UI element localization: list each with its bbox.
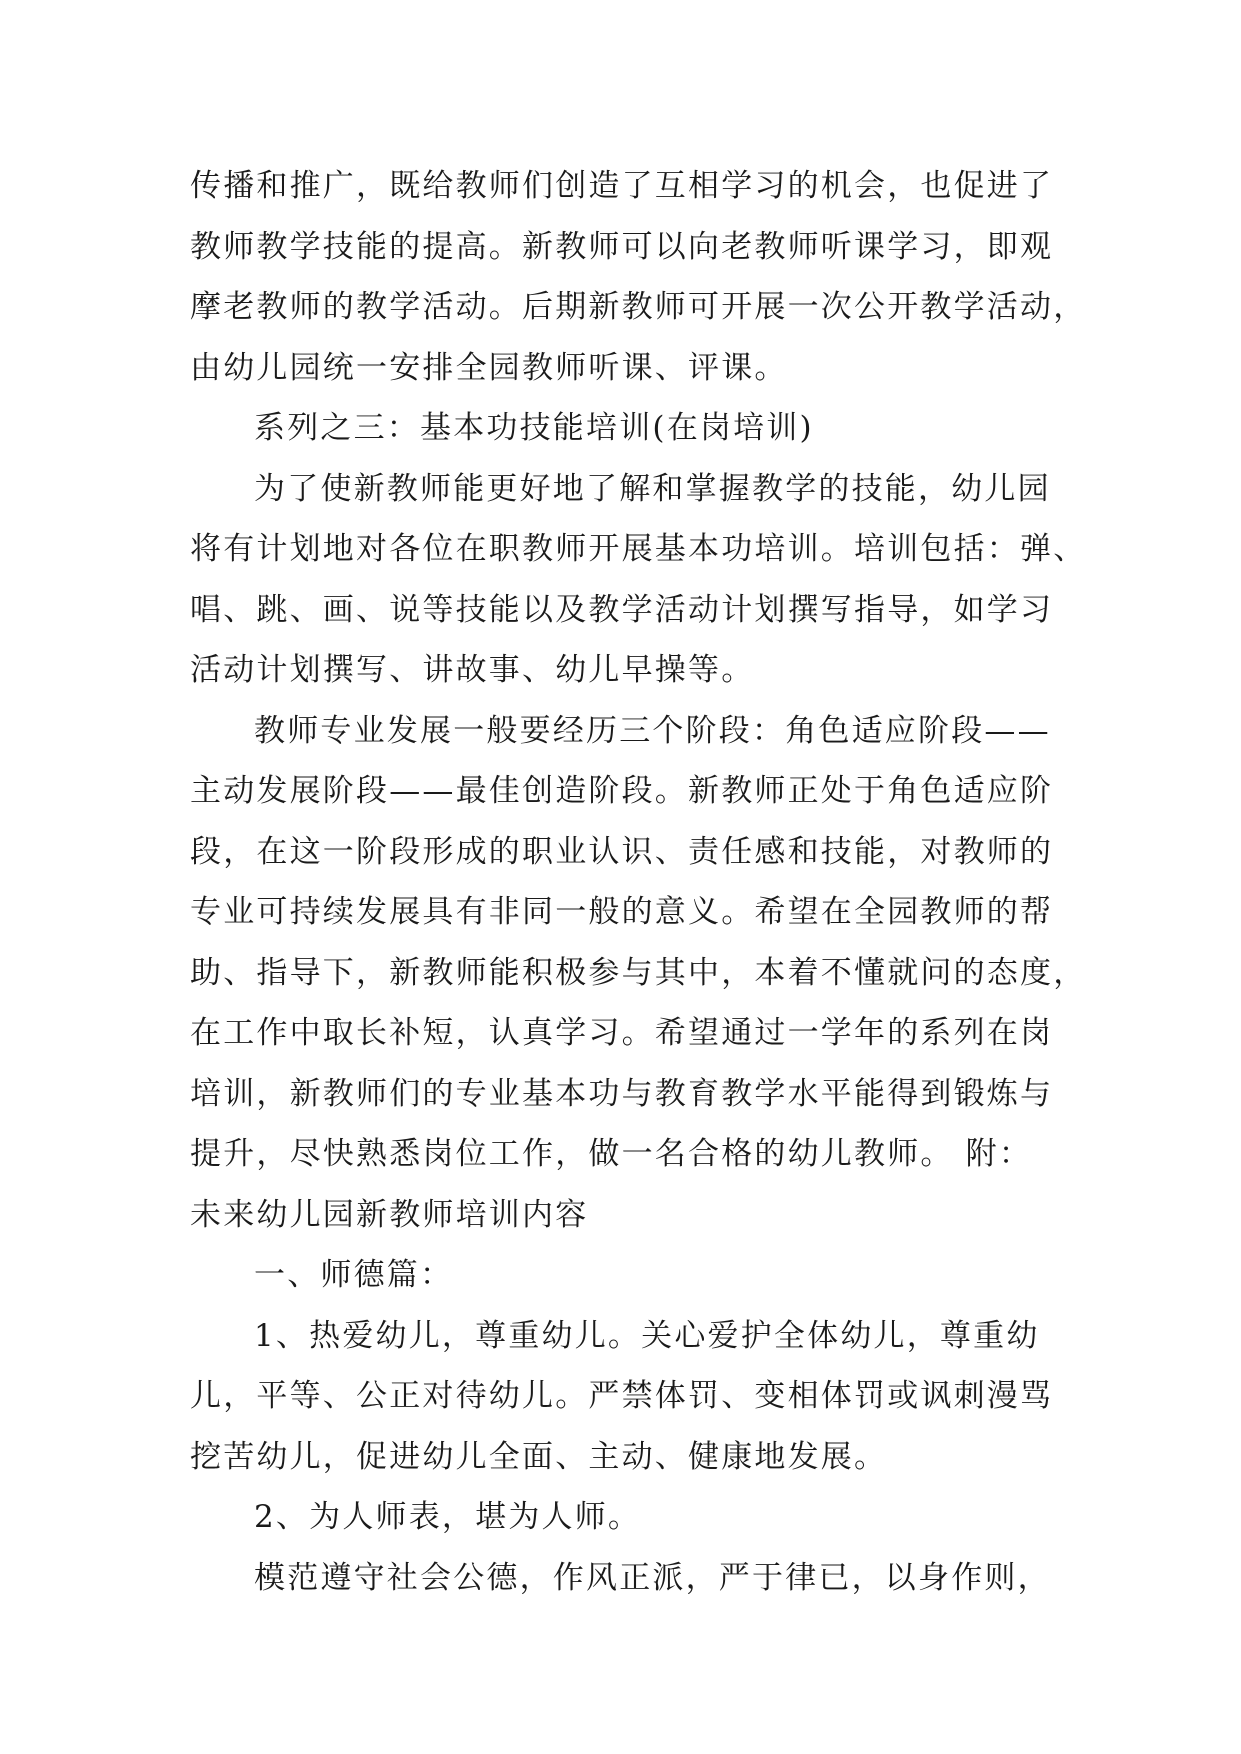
text-line: 教师教学技能的提高。新教师可以向老教师听课学习，即观	[190, 228, 1054, 265]
list-item: 2、为人师表，堪为人师。	[254, 1499, 642, 1535]
text-line: 摩老教师的教学活动。后期新教师可开展一次公开教学活动，	[190, 289, 1087, 325]
text-line: 由幼儿园统一安排全园教师听课、评课。	[190, 349, 788, 386]
text-line: 活动计划撰写、讲故事、幼儿早操等。	[190, 652, 755, 688]
text-line: 模范遵守社会公德，作风正派，严于律已，以身作则，	[254, 1559, 1051, 1596]
text-line: 提升，尽快熟悉岗位工作，做一名合格的幼儿教师。 附：	[190, 1136, 1033, 1172]
text-line: 主动发展阶段——最佳创造阶段。新教师正处于角色适应阶	[190, 773, 1054, 809]
text-line: 挖苦幼儿，促进幼儿全面、主动、健康地发展。	[190, 1438, 888, 1475]
text-line: 教师专业发展一般要经历三个阶段：角色适应阶段——	[254, 712, 1051, 749]
text-line: 段，在这一阶段形成的职业认识、责任感和技能，对教师的	[190, 833, 1054, 870]
document-body	[190, 156, 1090, 1608]
text-line: 专业可持续发展具有非同一般的意义。希望在全园教师的帮	[190, 894, 1054, 930]
text-line: 助、指导下，新教师能积极参与其中，本着不懂就问的态度，	[190, 954, 1087, 991]
list-item: 1、热爱幼儿，尊重幼儿。关心爱护全体幼儿，尊重幼	[254, 1317, 1040, 1354]
text-line: 为了使新教师能更好地了解和掌握教学的技能，幼儿园	[254, 470, 1051, 507]
text-line: 在工作中取长补短，认真学习。希望通过一学年的系列在岗	[190, 1015, 1054, 1051]
appendix-title: 未来幼儿园新教师培训内容	[190, 1196, 589, 1233]
section-heading: 系列之三：基本功技能培训(在岗培训)	[254, 410, 814, 446]
text-line: 培训，新教师们的专业基本功与教育教学水平能得到锻炼与	[190, 1075, 1054, 1112]
section-heading: 一、师德篇：	[254, 1257, 454, 1293]
text-line: 儿，平等、公正对待幼儿。严禁体罚、变相体罚或讽刺漫骂	[190, 1378, 1054, 1414]
text-line: 唱、跳、画、说等技能以及教学活动计划撰写指导，如学习	[190, 591, 1054, 628]
text-line: 传播和推广，既给教师们创造了互相学习的机会，也促进了	[190, 168, 1054, 204]
text-line: 将有计划地对各位在职教师开展基本功培训。培训包括：弹、	[190, 531, 1087, 567]
